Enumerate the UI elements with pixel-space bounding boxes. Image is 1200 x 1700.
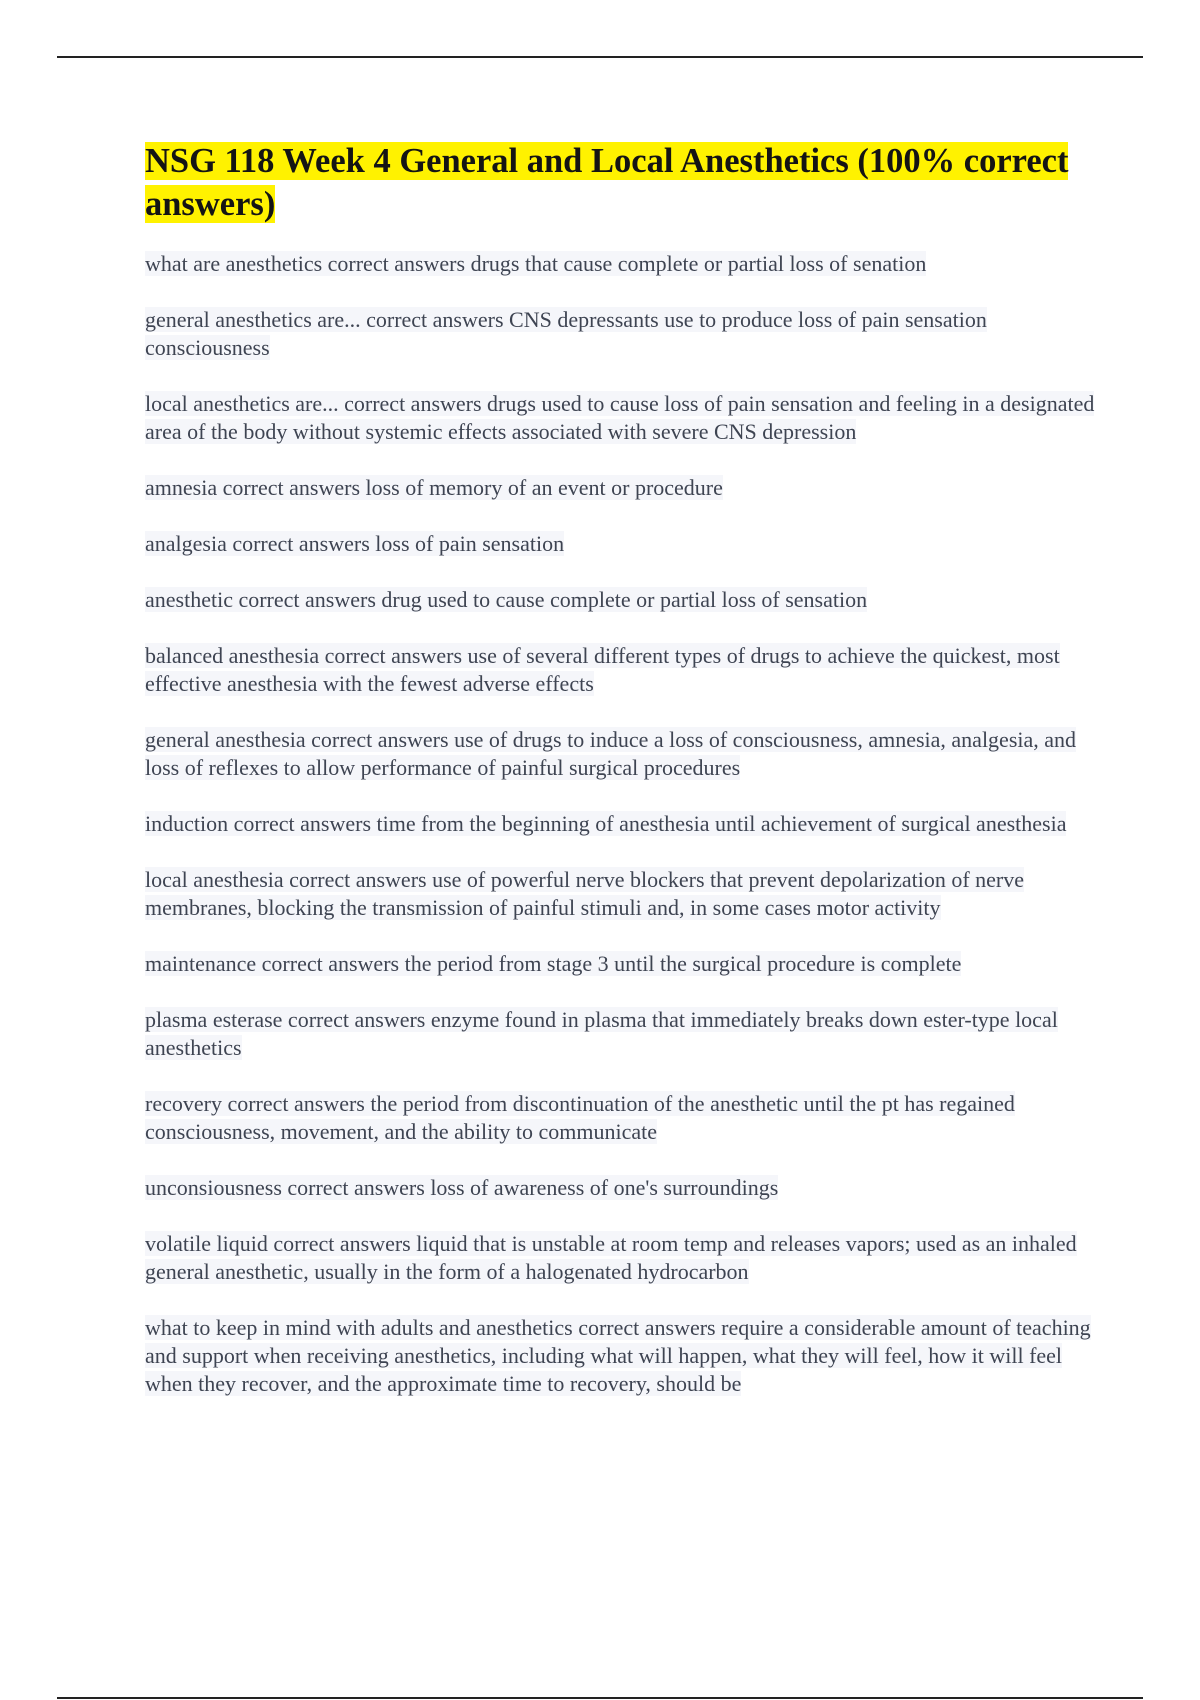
list-item-text: analgesia correct answers loss of pain sensation [145,531,565,556]
page-title-text: NSG 118 Week 4 General and Local Anesthetics (100% correct answers) [145,142,1069,223]
list-item-text: what to keep in mind with adults and anesthetics correct answers require a considerable amount of teaching and support when receiving anesthetics, including what will happen, what they will feel, how it will feel when they recover, and the approximate time to recovery, should be [145,1315,1091,1396]
list-item [145,306,1095,362]
list-item-text: amnesia correct answers loss of memory of an event or procedure [145,475,723,500]
list-item-text: maintenance correct answers the period from stage 3 until the surgical procedure is complete [145,951,962,976]
list-item-text: what are anesthetics correct answers drugs that cause complete or partial loss of senation [145,251,927,276]
list-item-text: general anesthesia correct answers use of drugs to induce a loss of consciousness, amnesia, analgesia, and loss of reflexes to allow performance of painful surgical procedures [145,727,1077,780]
list-item-text: induction correct answers time from the beginning of anesthesia until achievement of surgical anesthesia [145,811,1067,836]
list-item [145,1174,1095,1202]
list-item [145,250,1095,278]
list-item-text: anesthetic correct answers drug used to cause complete or partial loss of sensation [145,587,868,612]
list-item [145,390,1095,446]
list-item [145,1090,1095,1146]
list-item [145,586,1095,614]
list-item [145,642,1095,698]
list-item-text: balanced anesthesia correct answers use of several different types of drugs to achieve the quickest, most effective anesthesia with the fewest adverse effects [145,643,1060,696]
list-item [145,1230,1095,1286]
bottom-divider [57,1697,1143,1699]
list-item [145,810,1095,838]
list-item-text: local anesthetics are... correct answers drugs used to cause loss of pain sensation and feeling in a designated area of the body without systemic effects associated with severe CNS depression [145,391,1095,444]
list-item-text: unconsiousness correct answers loss of awareness of one's surroundings [145,1175,779,1200]
list-item [145,1314,1095,1398]
list-item [145,726,1095,782]
page-title [145,140,1095,226]
list-item-text: plasma esterase correct answers enzyme found in plasma that immediately breaks down ester-type local anesthetics [145,1007,1058,1060]
document-body [145,140,1095,1426]
list-item-text: general anesthetics are... correct answers CNS depressants use to produce loss of pain sensation consciousness [145,307,987,360]
flashcard-list [145,250,1095,1398]
list-item [145,530,1095,558]
top-divider [57,56,1143,58]
list-item-text: volatile liquid correct answers liquid that is unstable at room temp and releases vapors; used as an inhaled general anesthetic, usually in the form of a halogenated hydrocarbon [145,1231,1077,1284]
list-item [145,866,1095,922]
list-item [145,1006,1095,1062]
list-item-text: recovery correct answers the period from discontinuation of the anesthetic until the pt has regained consciousness, movement, and the ability to communicate [145,1091,1015,1144]
list-item-text: local anesthesia correct answers use of powerful nerve blockers that prevent depolarization of nerve membranes, blocking the transmission of painful stimuli and, in some cases motor activity [145,867,1025,920]
list-item [145,474,1095,502]
list-item [145,950,1095,978]
